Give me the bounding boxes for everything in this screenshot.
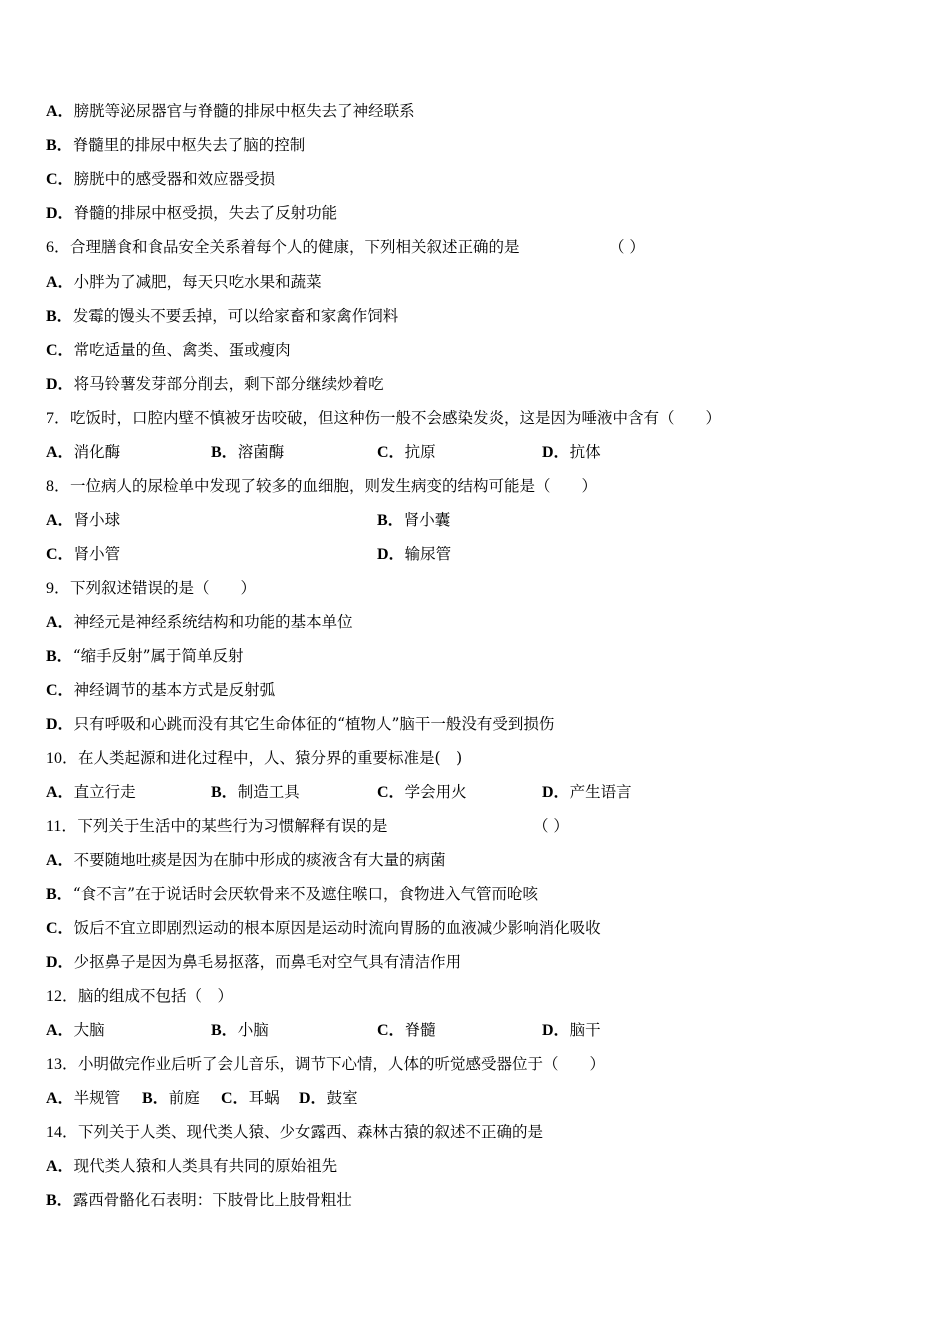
option-label: B． [211,1022,238,1039]
option-label: B． [46,137,73,154]
option-label: A． [46,103,74,120]
option-label: D． [46,954,74,971]
q7-option-c [377,440,436,465]
q9-option-a [46,610,353,634]
question-text: 下列关于生活中的某些行为习惯解释有误的是 [77,817,388,835]
option-label: D． [542,444,570,461]
q14-stem [46,1120,543,1144]
q10-option-d [542,780,632,805]
q10-option-b [211,780,300,805]
option-label: C． [46,546,74,563]
q13-option-a [46,1086,120,1111]
option-label: A． [46,1158,74,1175]
option-text: 学会用火 [404,783,467,801]
option-text: 将马铃薯发芽部分削去，剩下部分继续炒着吃 [73,375,384,393]
option-label: D． [299,1090,327,1107]
option-text: 不要随地吐痰是因为在肺中形成的痰液含有大量的病菌 [73,851,446,869]
question-number: 11． [46,818,78,835]
option-label: C． [377,444,405,461]
answer-paren: （ ） [533,817,569,835]
q6-option-b [46,304,398,328]
q8-options-row-1 [46,508,906,532]
option-text: 耳蜗 [248,1089,280,1107]
q12-option-a [46,1018,105,1043]
option-label: D． [46,716,74,733]
question-number: 6． [46,239,71,256]
q7-stem [46,406,721,430]
option-text: 肾小囊 [403,511,451,529]
option-label: A． [46,512,74,529]
q10-option-c [377,780,467,805]
q5-option-c [46,167,275,191]
q11-option-b [46,882,538,906]
option-text: 抗原 [404,443,436,461]
q11-stem [46,814,906,838]
q7-options-row [46,440,906,464]
question-number: 8． [46,478,71,495]
q12-stem [46,984,233,1008]
option-label: D． [542,1022,570,1039]
q8-option-d [377,542,451,567]
q12-option-b [211,1018,269,1043]
option-text: 半规管 [73,1089,121,1107]
option-label: B． [211,444,238,461]
option-text: 大脑 [73,1021,105,1039]
question-number: 14． [46,1124,79,1141]
q7-option-d [542,440,601,465]
q11-option-d [46,950,461,974]
question-text: 脑的组成不包括（ ） [78,987,234,1005]
option-text: 膀胱等泌尿器官与脊髓的排尿中枢失去了神经联系 [73,102,415,120]
option-label: A． [46,852,74,869]
q12-option-d [542,1018,601,1043]
option-text: 常吃适量的鱼、禽类、蛋或瘦肉 [73,341,291,359]
q11-option-a [46,848,446,872]
option-text: 溶菌酶 [237,443,285,461]
q13-option-b [142,1086,200,1111]
q14-option-a [46,1154,337,1178]
q8-stem [46,474,597,498]
q6-option-a [46,270,322,294]
option-label: C． [46,920,74,937]
question-number: 13． [46,1056,79,1073]
option-text: 饭后不宜立即剧烈运动的根本原因是运动时流向胃肠的血液减少影响消化吸收 [73,919,601,937]
option-label: A． [46,444,74,461]
q12-option-c [377,1018,436,1043]
option-text: 小胖为了减肥，每天只吃水果和蔬菜 [73,273,322,291]
option-label: C． [377,1022,405,1039]
option-label: C． [46,171,74,188]
q7-option-b [211,440,284,465]
q7-option-a [46,440,120,465]
option-text: 前庭 [168,1089,200,1107]
option-label: D． [377,546,405,563]
q8-options-row-2 [46,542,906,566]
option-label: B． [142,1090,169,1107]
option-text: “缩手反射”属于简单反射 [72,647,244,665]
option-text: “食不言”在于说话时会厌软骨来不及遮住喉口，食物进入气管而呛咳 [72,885,539,903]
option-label: D． [46,205,74,222]
option-text: 制造工具 [237,783,300,801]
option-text: 脑干 [569,1021,601,1039]
question-number: 7． [46,410,71,427]
q10-option-a [46,780,136,805]
option-label: A． [46,1090,74,1107]
q9-option-b [46,644,244,668]
q9-option-c [46,678,275,702]
question-text: 在人类起源和进化过程中，人、猿分界的重要标准是( ) [78,749,463,767]
q5-option-b [46,133,305,157]
question-text: 下列叙述错误的是（ ） [70,579,257,597]
q9-option-d [46,712,554,736]
option-label: A． [46,1022,74,1039]
option-text: 抗体 [569,443,601,461]
question-number: 9． [46,580,71,597]
option-label: A． [46,784,74,801]
option-text: 直立行走 [73,783,136,801]
option-text: 脊髓的排尿中枢受损，失去了反射功能 [73,204,338,222]
option-label: B． [46,1192,73,1209]
option-text: 产生语言 [569,783,632,801]
option-label: D． [46,376,74,393]
option-label: A． [46,614,74,631]
option-text: 消化酶 [73,443,121,461]
q12-options-row [46,1018,906,1042]
q11-option-c [46,916,601,940]
option-text: 神经调节的基本方式是反射弧 [73,681,276,699]
q8-option-a [46,508,120,533]
q9-stem [46,576,256,600]
q6-option-d [46,372,384,396]
option-text: 肾小管 [73,545,121,563]
q5-option-d [46,201,337,225]
q6-option-c [46,338,291,362]
option-text: 脊髓里的排尿中枢失去了脑的控制 [72,136,306,154]
q13-stem [46,1052,605,1076]
question-number: 10． [46,750,79,767]
option-text: 肾小球 [73,511,121,529]
q6-stem [46,235,906,259]
answer-paren: （ ） [609,238,645,256]
q10-stem [46,746,462,770]
q13-option-c [221,1086,280,1111]
question-text: 下列关于人类、现代类人猿、少女露西、森林古猿的叙述不正确的是 [78,1123,544,1141]
option-label: C． [221,1090,249,1107]
option-label: B． [46,308,73,325]
option-text: 只有呼吸和心跳而没有其它生命体征的“植物人”脑干一般没有受到损伤 [73,715,555,733]
option-text: 神经元是神经系统结构和功能的基本单位 [73,613,353,631]
option-text: 发霉的馒头不要丢掉，可以给家畜和家禽作饲料 [72,307,399,325]
q5-option-a [46,99,415,123]
option-text: 少抠鼻子是因为鼻毛易抠落，而鼻毛对空气具有清洁作用 [73,953,462,971]
q14-option-b [46,1188,352,1212]
question-text: 合理膳食和食品安全关系着每个人的健康，下列相关叙述正确的是 [70,238,520,256]
q13-option-d [299,1086,358,1111]
option-label: B． [46,648,73,665]
option-text: 露西骨骼化石表明：下肢骨比上肢骨粗壮 [72,1191,352,1209]
option-text: 脊髓 [404,1021,436,1039]
option-label: C． [46,342,74,359]
option-label: D． [542,784,570,801]
question-number: 12． [46,988,79,1005]
question-text: 吃饭时，口腔内壁不慎被牙齿咬破，但这种伤一般不会感染发炎，这是因为唾液中含有（ ） [70,409,722,427]
option-text: 现代类人猿和人类具有共同的原始祖先 [73,1157,338,1175]
option-label: B． [46,886,73,903]
option-text: 小脑 [237,1021,269,1039]
q8-option-b [377,508,450,533]
option-label: C． [46,682,74,699]
option-label: A． [46,274,74,291]
question-text: 一位病人的尿检单中发现了较多的血细胞，则发生病变的结构可能是（ ） [70,477,598,495]
option-label: B． [211,784,238,801]
q10-options-row [46,780,906,804]
option-text: 输尿管 [404,545,452,563]
question-text: 小明做完作业后听了会儿音乐，调节下心情，人体的听觉感受器位于（ ） [78,1055,606,1073]
q8-option-c [46,542,120,567]
option-label: C． [377,784,405,801]
option-text: 膀胱中的感受器和效应器受损 [73,170,276,188]
option-text: 鼓室 [326,1089,358,1107]
option-label: B． [377,512,404,529]
q13-options-row [46,1086,906,1110]
